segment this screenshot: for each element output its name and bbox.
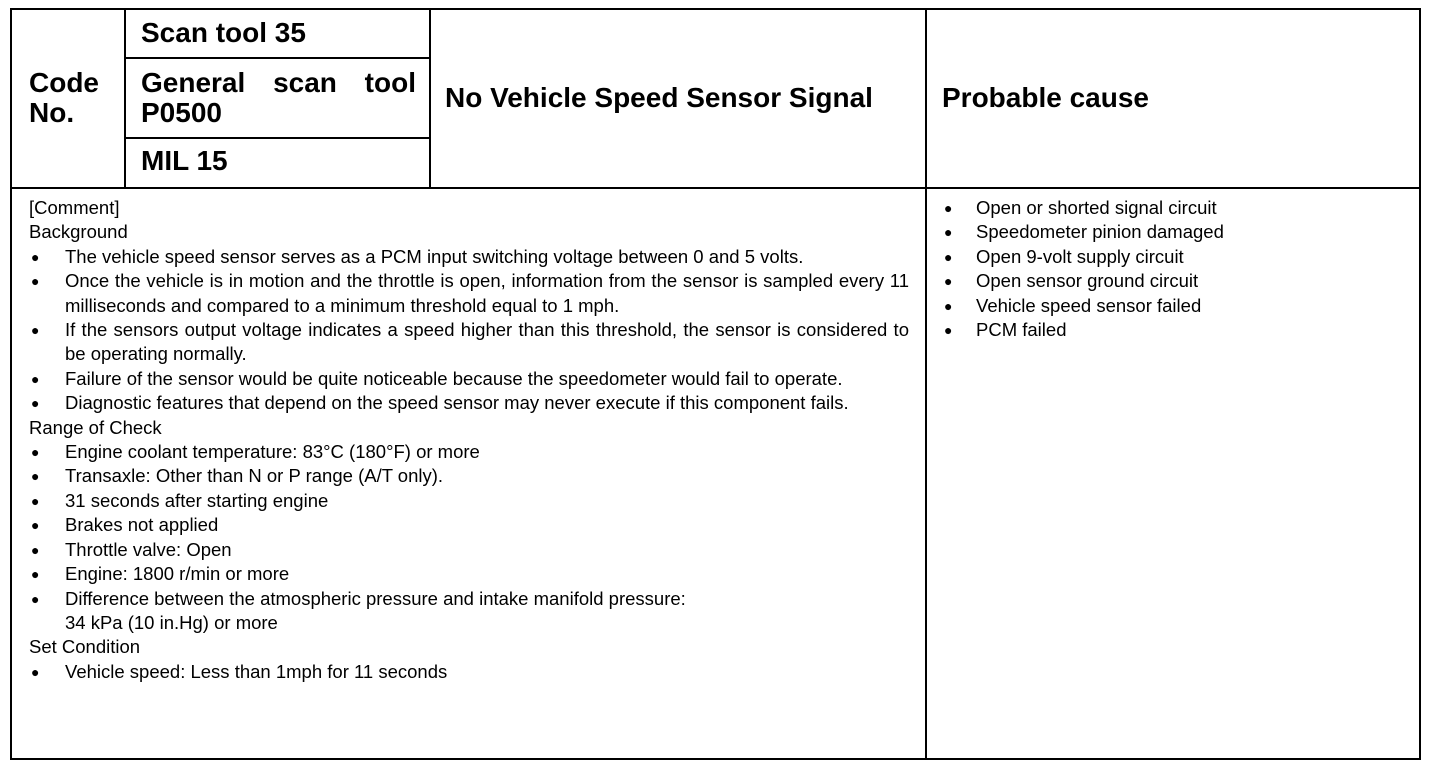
bullet-icon: ●	[944, 224, 953, 241]
list-item: ● Open 9-volt supply circuit	[942, 245, 1412, 269]
list-item: ● Vehicle speed sensor failed	[942, 294, 1412, 318]
list-item: ● The vehicle speed sensor serves as a PCM input switching voltage between 0 and 5 volts.	[29, 245, 909, 269]
bullet-icon: ●	[31, 492, 40, 509]
divider-general-tool-row	[124, 137, 429, 139]
bullet-icon: ●	[31, 322, 40, 339]
comment-label: [Comment]	[29, 197, 120, 218]
list-item: ● Engine coolant temperature: 83°C (180°F) or more	[29, 440, 909, 464]
set-condition-list	[29, 660, 909, 684]
code-no-header: Code No.	[29, 67, 99, 128]
background-label: Background	[29, 221, 128, 243]
code-title: No Vehicle Speed Sensor Signal	[445, 82, 873, 113]
scan-tool-code: Scan tool 35	[141, 17, 306, 48]
list-item: ● Speedometer pinion damaged	[942, 220, 1412, 244]
list-item: ● Throttle valve: Open	[29, 538, 909, 562]
bullet-icon: ●	[31, 541, 40, 558]
comment-section	[29, 196, 909, 684]
bullet-icon: ●	[944, 200, 953, 216]
divider-cause-column	[925, 10, 927, 760]
bullet-icon: ●	[31, 444, 40, 461]
probable-cause-header: Probable cause	[942, 82, 1149, 113]
list-item: ● Transaxle: Other than N or P range (A/T only).	[29, 464, 909, 488]
bullet-icon: ●	[31, 468, 40, 485]
bullet-icon: ●	[944, 248, 953, 265]
list-item: ● 31 seconds after starting engine	[29, 489, 909, 513]
set-condition-label: Set Condition	[29, 636, 141, 658]
divider-scan-tool-row	[124, 57, 429, 59]
divider-code-column	[124, 10, 126, 187]
bullet-icon: ●	[31, 517, 40, 534]
list-item: ● If the sensors output voltage indicates a speed higher than this threshold, the sensor is considered to be operating normally.	[29, 318, 909, 367]
background-list	[29, 245, 909, 416]
bullet-icon: ●	[31, 273, 40, 290]
bullet-icon: ●	[944, 297, 953, 314]
list-item: ● Vehicle speed: Less than 1mph for 11 seconds	[29, 660, 909, 684]
bullet-icon: ●	[31, 248, 40, 265]
divider-tool-column	[429, 10, 431, 187]
list-item: ● Once the vehicle is in motion and the throttle is open, information from the sensor is sampled every 11 milliseconds and compared to a minimum threshold equal to 1 mph.	[29, 269, 909, 318]
bullet-icon: ●	[31, 370, 40, 387]
list-item: ● Difference between the atmospheric pressure and intake manifold pressure: 34 kPa (10 in.Hg) or more	[29, 587, 909, 636]
list-item: ● Open sensor ground circuit	[942, 269, 1412, 293]
list-item: ● PCM failed	[942, 318, 1412, 342]
general-scan-tool-code: General scan tool P0500	[141, 67, 416, 128]
list-item: ● Diagnostic features that depend on the speed sensor may never execute if this component fails.	[29, 391, 909, 415]
probable-cause-list	[942, 196, 1412, 342]
bullet-icon: ●	[31, 566, 40, 583]
list-item: ● Failure of the sensor would be quite noticeable because the speedometer would fail to operate.	[29, 367, 909, 391]
header-bottom-rule	[12, 187, 1419, 189]
diagnostic-table	[10, 8, 1421, 760]
bullet-icon: ●	[944, 273, 953, 290]
bullet-icon: ●	[31, 663, 40, 680]
bullet-icon: ●	[944, 322, 953, 339]
list-item: ● Engine: 1800 r/min or more	[29, 562, 909, 586]
bullet-icon: ●	[31, 590, 40, 607]
range-list	[29, 440, 909, 635]
range-of-check-label: Range of Check	[29, 416, 162, 438]
bullet-icon: ●	[31, 395, 40, 412]
list-item: ● Open or shorted signal circuit	[942, 196, 1412, 220]
list-item: ● Brakes not applied	[29, 513, 909, 537]
mil-code: MIL 15	[141, 145, 228, 176]
